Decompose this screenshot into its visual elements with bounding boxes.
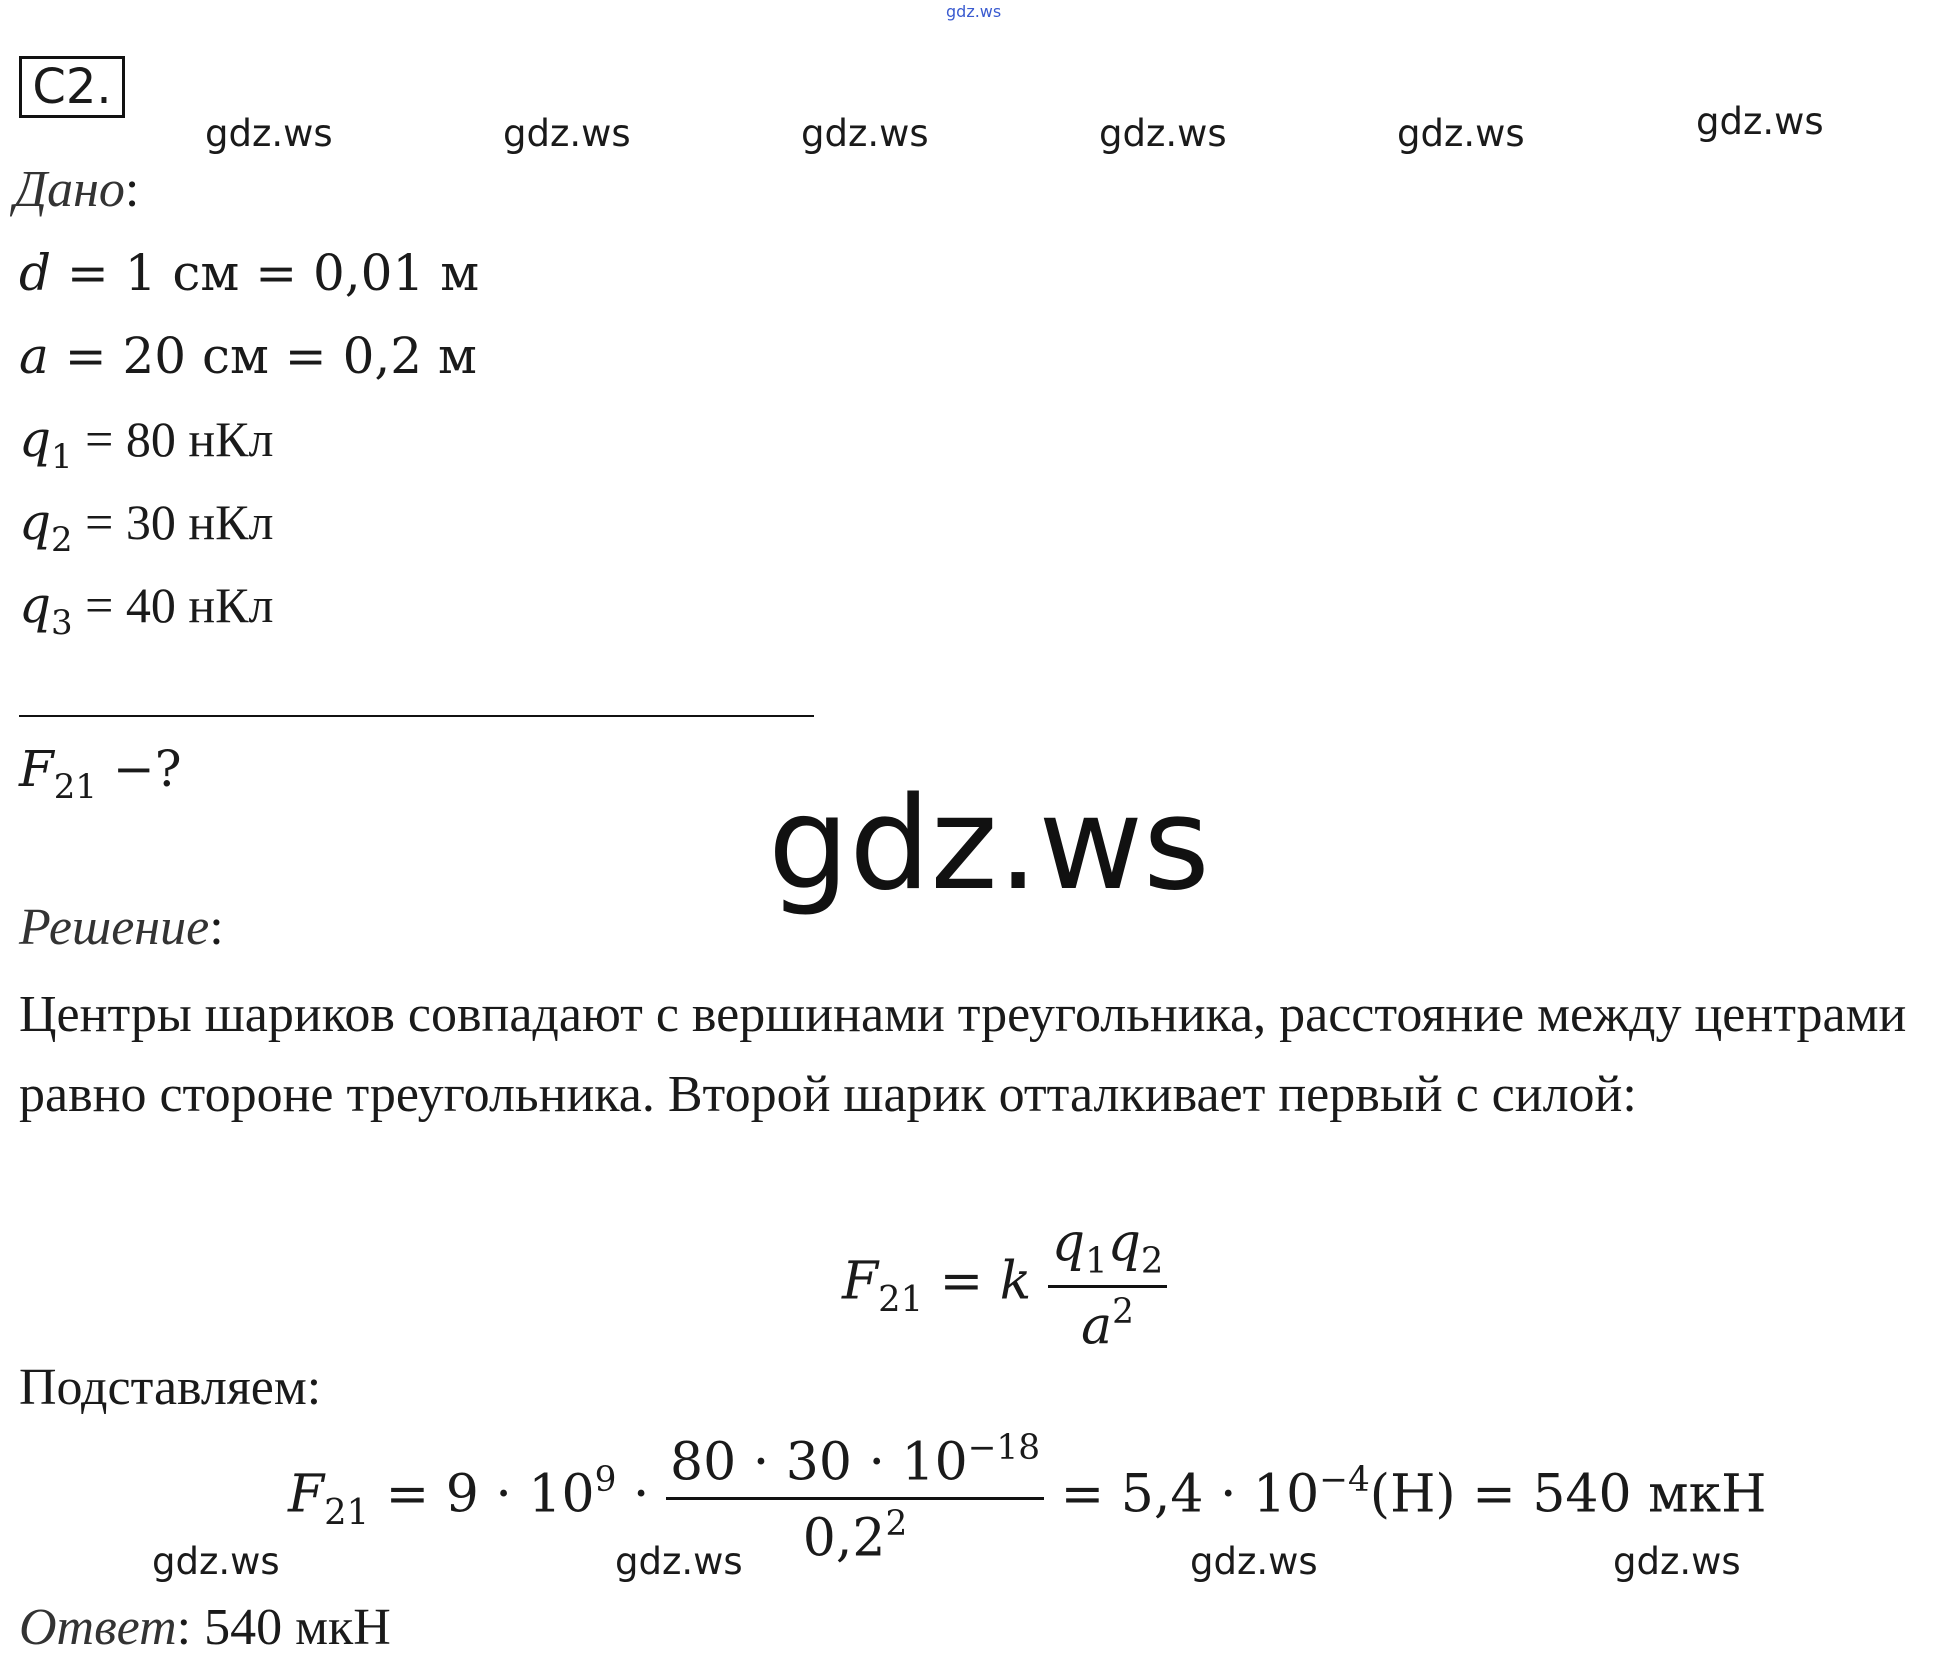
- solution-label: Решение: [19, 899, 210, 956]
- calc-num-value: 80 · 30 · 10: [670, 1432, 968, 1493]
- watermark-large: gdz.ws: [768, 770, 1210, 919]
- watermark-top: gdz.ws: [946, 2, 1002, 21]
- calc-post: = 5,4 · 10: [1044, 1464, 1320, 1525]
- find-line: [19, 740, 182, 807]
- watermark: gdz.ws: [615, 1540, 743, 1583]
- given-line-q1: [19, 410, 273, 477]
- calc-numerator: [666, 1428, 1044, 1497]
- var-a: a: [19, 327, 49, 385]
- formula-k: k: [999, 1251, 1032, 1312]
- var-F: F: [19, 740, 54, 798]
- force-formula: [842, 1213, 1167, 1357]
- num-q1-sub: 1: [1085, 1240, 1108, 1282]
- calc-num-sup: −18: [967, 1428, 1041, 1468]
- problem-number: C2.: [19, 56, 125, 118]
- given-line-q3: [19, 576, 273, 643]
- value-q1: = 80 нКл: [72, 411, 274, 467]
- formula-fraction: [1048, 1213, 1168, 1357]
- formula-F: F: [842, 1251, 879, 1312]
- calc-pre-sup: 9: [594, 1460, 617, 1500]
- calc-den-value: 0,2: [802, 1508, 886, 1569]
- answer-colon: :: [176, 1599, 192, 1656]
- substitute-label: Подставляем:: [19, 1359, 322, 1416]
- given-line-d: [19, 244, 479, 302]
- calc-result: (Н) = 540 мкН: [1369, 1464, 1767, 1525]
- value-a: = 20 см = 0,2 м: [48, 327, 477, 385]
- value-q3: = 40 нКл: [72, 577, 274, 633]
- sub-q1: 1: [51, 436, 73, 477]
- given-label: Дано: [14, 161, 125, 218]
- den-a: a: [1081, 1296, 1113, 1357]
- given-colon: :: [124, 161, 140, 218]
- watermark: gdz.ws: [1696, 100, 1824, 143]
- var-q1: q: [19, 410, 52, 468]
- formula-denominator: [1077, 1288, 1138, 1357]
- watermark: gdz.ws: [801, 112, 929, 155]
- calc-post-sup: −4: [1319, 1460, 1370, 1500]
- watermark: gdz.ws: [503, 112, 631, 155]
- solution-heading: [19, 898, 224, 957]
- formula-eq: =: [923, 1251, 1000, 1312]
- var-q3: q: [19, 576, 52, 634]
- given-line-a: [19, 327, 477, 385]
- given-line-q2: [19, 493, 273, 560]
- calc-F-sub: 21: [324, 1491, 370, 1533]
- num-q2: q: [1107, 1213, 1141, 1273]
- var-q2: q: [19, 493, 52, 551]
- value-d: = 1 см = 0,01 м: [51, 244, 480, 302]
- calc-dot: ·: [616, 1464, 650, 1525]
- formula-numerator: [1048, 1213, 1168, 1285]
- answer-value: 540 мкН: [191, 1599, 391, 1656]
- watermark: gdz.ws: [1613, 1540, 1741, 1583]
- solution-colon: :: [209, 899, 224, 956]
- num-q2-sub: 2: [1140, 1240, 1164, 1282]
- calc-den-sup: 2: [885, 1503, 908, 1544]
- formula-F-sub: 21: [878, 1278, 924, 1320]
- find-question: −?: [96, 740, 182, 798]
- sub-q3: 3: [51, 602, 73, 643]
- answer-line: [19, 1598, 391, 1657]
- watermark: gdz.ws: [1099, 112, 1227, 155]
- num-q1: q: [1051, 1213, 1086, 1273]
- watermark: gdz.ws: [1190, 1540, 1318, 1583]
- den-a-sup: 2: [1112, 1292, 1134, 1333]
- sub-F: 21: [53, 766, 97, 807]
- watermark: gdz.ws: [205, 112, 333, 155]
- calc-F: F: [288, 1464, 325, 1525]
- given-divider: [19, 715, 814, 717]
- calc-formula: [288, 1428, 1766, 1568]
- watermark: gdz.ws: [1397, 112, 1525, 155]
- var-d: d: [19, 244, 52, 302]
- given-heading: [14, 160, 139, 219]
- solution-paragraph: Центры шариков совпадают с вершинами треугольника, расстояние между центрами равно стороне треугольника. Второй шарик отталкивает первый с силой:: [19, 986, 1907, 1123]
- sub-q2: 2: [51, 519, 73, 560]
- calc-pre: = 9 · 10: [369, 1464, 595, 1525]
- value-q2: = 30 нКл: [72, 494, 274, 550]
- answer-label: Ответ: [19, 1599, 177, 1656]
- watermark: gdz.ws: [152, 1540, 280, 1583]
- calc-denominator: [799, 1500, 912, 1569]
